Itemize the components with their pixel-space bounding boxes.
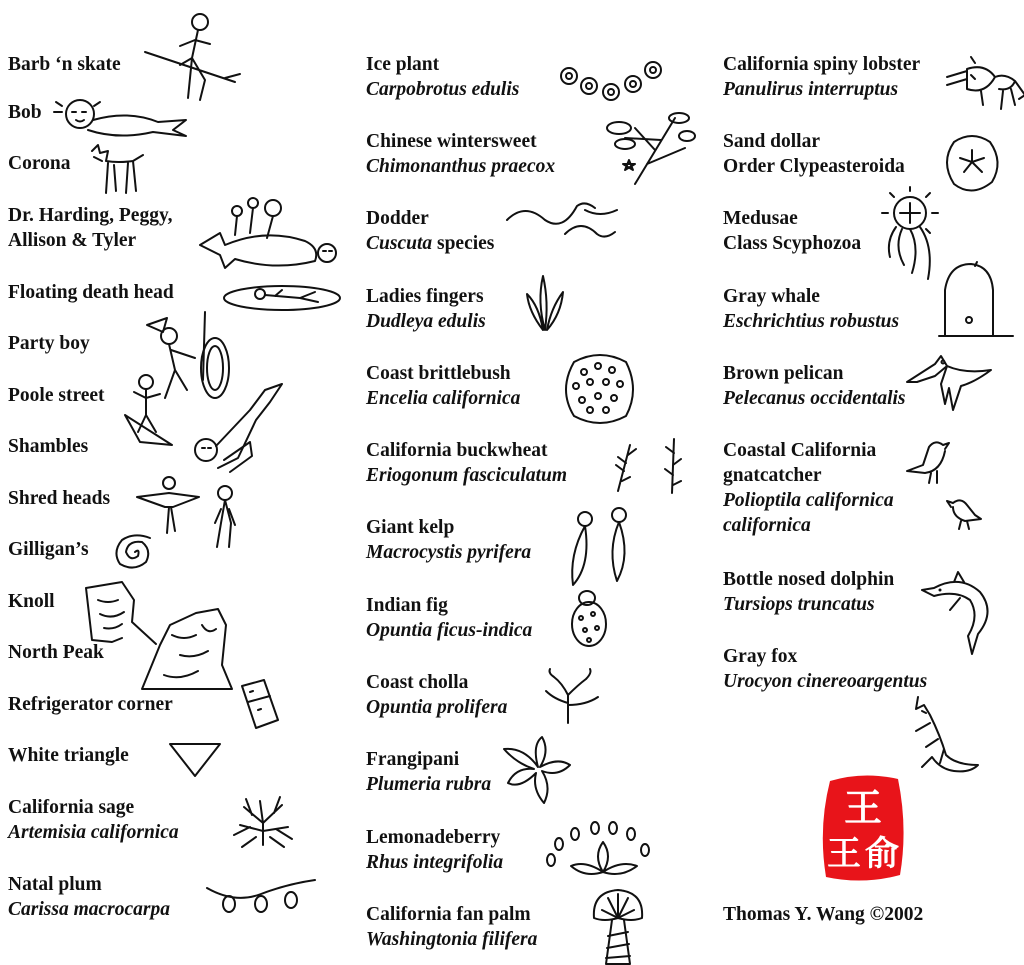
common-name: California buckwheat <box>366 440 548 461</box>
common-name: Order Clypeasteroida <box>723 156 905 177</box>
scientific-name: Panulirus interruptus <box>723 79 899 100</box>
legend-entry-rock-knoll <box>8 589 55 614</box>
common-name: Ladies fingers <box>366 286 484 307</box>
scientific-name: Eschrichtius robustus <box>723 311 900 332</box>
fox-icon <box>910 695 982 780</box>
common-name: Medusae <box>723 208 798 229</box>
scientific-name: Encelia californica <box>366 388 521 409</box>
scientific-name: californica <box>723 515 811 536</box>
legend-entry-figure-on-wave <box>8 383 105 408</box>
peak-icon <box>140 605 235 695</box>
common-name: Bob <box>8 102 42 123</box>
legend-entry-dog <box>8 151 70 176</box>
scientific-name: Tursiops truncatus <box>723 594 875 615</box>
common-name: Brown pelican <box>723 363 844 384</box>
plumeria-flower-icon <box>502 735 574 805</box>
lobster-icon <box>945 55 1024 113</box>
legend-entry-triangle <box>8 743 129 768</box>
kelp-icon <box>565 505 640 590</box>
scientific-name: Opuntia ficus-indica <box>366 620 533 641</box>
seal-char-bottom-left: 王 <box>827 834 861 874</box>
common-name: Chinese wintersweet <box>366 131 537 152</box>
legend-entry-floating-figure <box>8 280 174 305</box>
legend-entry-skater <box>8 52 121 77</box>
legend-entry-lemonadeberry <box>366 825 503 875</box>
scientific-name: Cuscuta species <box>366 233 495 254</box>
legend-entry-plumeria-flower <box>366 747 491 797</box>
legend-entry-dodder-vine <box>366 206 494 256</box>
scientific-name: Plumeria rubra <box>366 774 492 795</box>
diver-icon <box>190 380 290 480</box>
legend-entry-buckwheat <box>366 438 567 488</box>
scientific-name: Washingtonia filifera <box>366 929 538 950</box>
common-name: Lemonadeberry <box>366 827 501 848</box>
legend-entry-plum-vine <box>8 872 170 922</box>
legend-entry-gnatcatcher <box>723 438 894 538</box>
common-name: Frangipani <box>366 749 460 770</box>
brittlebush-icon <box>560 352 638 427</box>
scientific-name: Macrocystis pyrifera <box>366 542 532 563</box>
common-name: Giant kelp <box>366 517 455 538</box>
legend-entry-brittlebush <box>366 361 520 411</box>
legend-entry-whale <box>723 284 899 334</box>
legend-entry-family-on-fish <box>8 203 173 253</box>
scientific-name: Dudleya edulis <box>366 311 486 332</box>
common-name: Gray whale <box>723 286 820 307</box>
common-name: Knoll <box>8 591 55 612</box>
legend-entry-lobster <box>723 52 920 102</box>
seal-char-bottom-right: 俞 <box>865 834 899 874</box>
scientific-name: Chimonanthus praecox <box>366 156 556 177</box>
legend-entry-seal-animal <box>8 100 42 125</box>
gnatcatcher-icon <box>905 437 951 487</box>
common-name: Allison & Tyler <box>8 230 137 251</box>
fan-palm-icon <box>588 888 648 965</box>
common-name: Class Scyphozoa <box>723 233 862 254</box>
sand-dollar-icon <box>942 132 1002 197</box>
legend-entry-refrigerator <box>8 692 173 717</box>
dog-icon <box>88 143 148 198</box>
plum-vine-icon <box>205 878 317 918</box>
common-name: gnatcatcher <box>723 465 822 486</box>
common-name: Party boy <box>8 333 90 354</box>
scientific-name: Pelecanus occidentalis <box>723 388 906 409</box>
common-name: California fan palm <box>366 904 531 925</box>
seal-char-top: 王 <box>843 785 883 830</box>
common-name: Indian fig <box>366 595 448 616</box>
common-name: Dodder <box>366 208 429 229</box>
common-name: California sage <box>8 797 135 818</box>
scientific-name: Artemisia californica <box>8 822 179 843</box>
seal-stamp <box>820 773 906 883</box>
scientific-name: Polioptila californica <box>723 490 894 511</box>
common-name: Ice plant <box>366 54 440 75</box>
common-name: Barb ‘n skate <box>8 54 121 75</box>
legend-entry-dolphin <box>723 567 894 617</box>
legend-entry-diver <box>8 434 88 459</box>
cholla-icon <box>540 665 605 725</box>
seal-animal-icon <box>58 92 193 142</box>
floating-figure-icon <box>220 280 345 315</box>
common-name: Poole street <box>8 385 105 406</box>
triangle-icon <box>168 740 224 780</box>
dolphin-icon <box>920 568 995 656</box>
common-name: California spiny lobster <box>723 54 921 75</box>
scientific-name: Eriogonum fasciculatum <box>366 465 567 486</box>
scientific-name: Carissa macrocarpa <box>8 899 170 920</box>
figure-on-wave-icon <box>120 370 180 450</box>
common-name: Corona <box>8 153 71 174</box>
common-name: Sand dollar <box>723 131 820 152</box>
legend-entry-spiral <box>8 537 89 562</box>
common-name: Dr. Harding, Peggy, <box>8 205 173 226</box>
legend-entry-prickly-pear <box>366 593 532 643</box>
scientific-name: Carpobrotus edulis <box>366 79 520 100</box>
legend-entry-sage-shrub <box>8 795 179 845</box>
sage-shrub-icon <box>230 795 296 850</box>
family-on-fish-icon <box>195 193 340 273</box>
pelican-icon <box>905 348 995 413</box>
common-name: Coastal California <box>723 440 877 461</box>
common-name: Coast brittlebush <box>366 363 511 384</box>
legend-entry-wintersweet-branch <box>366 129 555 179</box>
credit: Thomas Y. Wang ©2002 <box>723 904 924 925</box>
wintersweet-branch-icon <box>595 108 695 188</box>
lemonadeberry-icon <box>545 820 655 880</box>
common-name: Gilligan’s <box>8 539 89 560</box>
legend-entry-jellyfish <box>723 206 861 256</box>
legend-entry-fox <box>723 644 927 694</box>
legend-entry-kelp <box>366 515 531 565</box>
legend-entry-cholla <box>366 670 507 720</box>
legend-entry-flying-figures <box>8 486 110 511</box>
common-name: Refrigerator corner <box>8 694 173 715</box>
legend-entry-surfer-boy <box>8 331 90 356</box>
buckwheat-icon <box>610 435 690 497</box>
common-name: White triangle <box>8 745 129 766</box>
dodder-vine-icon <box>505 198 620 248</box>
scientific-name: Opuntia prolifera <box>366 697 508 718</box>
common-name: North Peak <box>8 642 104 663</box>
common-name: Bottle nosed dolphin <box>723 569 895 590</box>
common-name: Shambles <box>8 436 89 457</box>
gnatcatcher-small-icon <box>945 495 983 531</box>
legend-entry-fan-palm <box>366 902 537 952</box>
common-name: Coast cholla <box>366 672 469 693</box>
skater-icon <box>140 10 245 105</box>
ladies-fingers-icon <box>525 272 565 334</box>
spiral-icon <box>110 530 160 575</box>
common-name: Floating death head <box>8 282 174 303</box>
whale-icon <box>935 260 1017 342</box>
common-name: Natal plum <box>8 874 102 895</box>
ice-plant-icon <box>555 60 665 105</box>
common-name: Gray fox <box>723 646 798 667</box>
prickly-pear-icon <box>565 588 613 650</box>
legend-entry-sand-dollar <box>723 129 905 179</box>
legend-entry-ladies-fingers <box>366 284 486 334</box>
scientific-name: Urocyon cinereoargentus <box>723 671 928 692</box>
legend-entry-pelican <box>723 361 906 411</box>
refrigerator-icon <box>236 678 282 733</box>
common-name: Shred heads <box>8 488 111 509</box>
scientific-name: Rhus integrifolia <box>366 852 504 873</box>
legend-entry-ice-plant <box>366 52 519 102</box>
